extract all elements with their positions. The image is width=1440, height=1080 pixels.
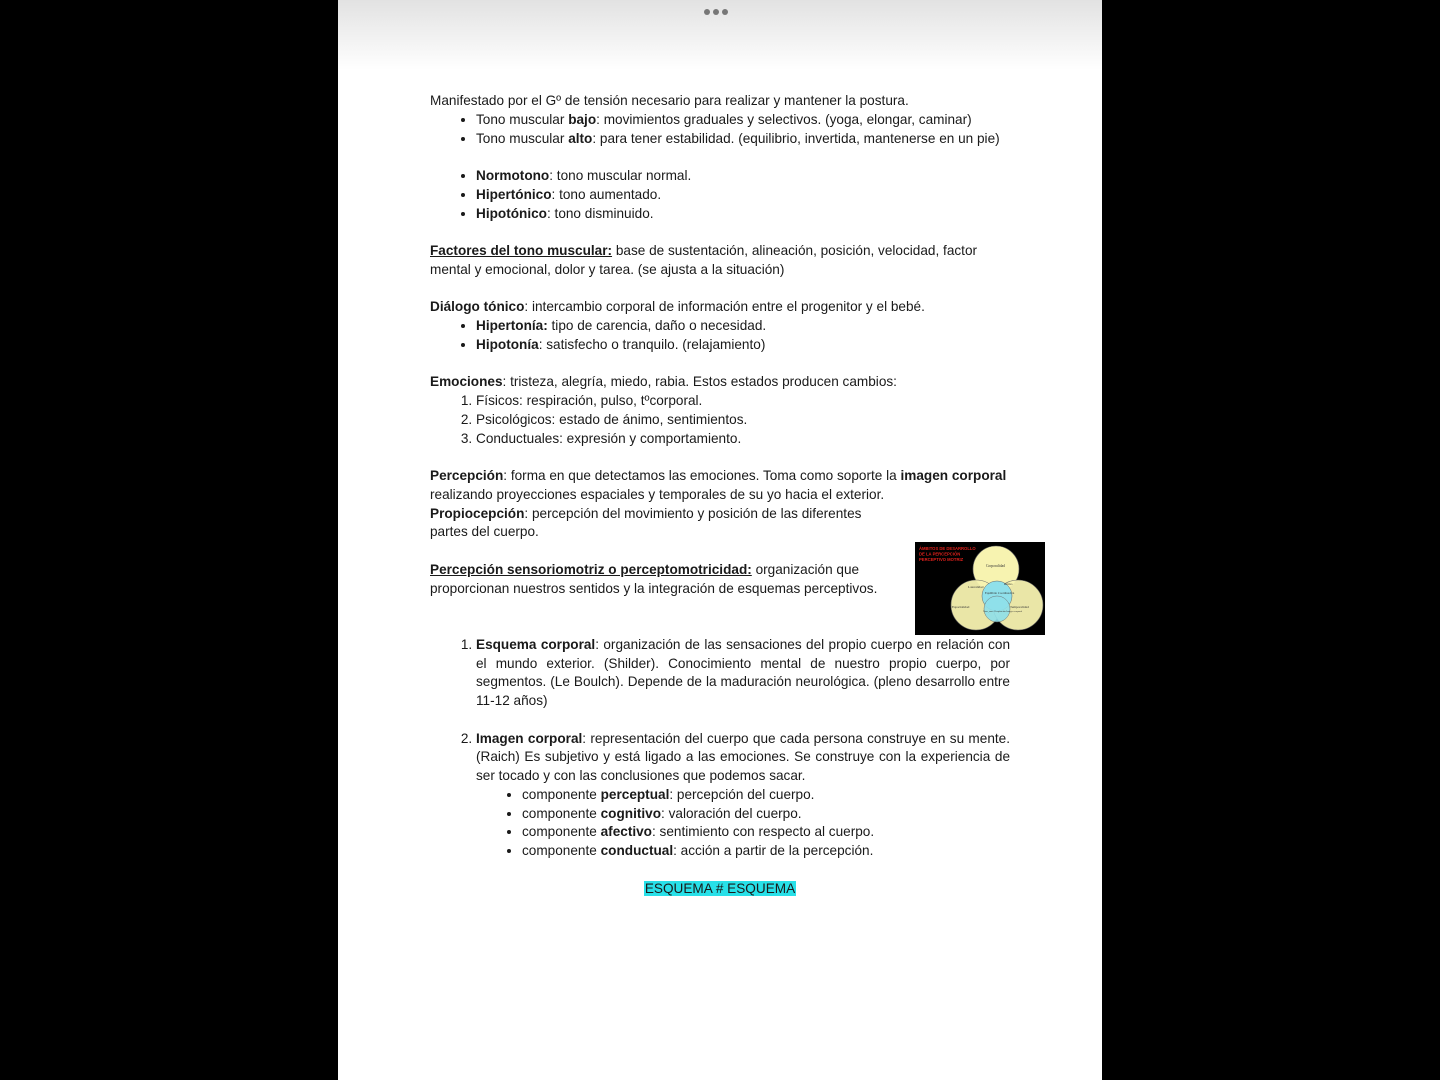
venn-label: Tono, mov. Respiración Imagen corporal [983,610,1023,613]
list-item: 3. Conductuales: expresión y comportamiento. [476,430,1010,449]
intro-paragraph: Manifestado por el Gº de tensión necesario para realizar y mantener la postura. [430,93,909,108]
components-list [476,786,1010,861]
list-item: • Tono muscular alto: para tener estabilidad. (equilibrio, invertida, mantenerse en un pie) [476,130,1010,149]
list-item: • componente cognitivo: valoración del cuerpo. [522,805,1010,824]
document-body [430,92,1010,898]
venn-label: Ritmo [1004,582,1013,586]
dialogo-list [430,317,1010,355]
more-dots-icon[interactable] [704,9,736,17]
sensoriomotriz-paragraph: Percepción sensoriomotriz o perceptomotricidad: organización que proporcionan nuestros sentidos y la integración de esquemas perceptivos. [430,561,878,596]
tono-list [430,111,1010,149]
list-item: • Hipotonía: satisfecho o tranquilo. (relajamiento) [476,336,1010,355]
venn-label: Corporalidad [986,564,1005,568]
list-item: 1. Físicos: respiración, pulso, tºcorporal. [476,392,1010,411]
venn-title-3: PERCEPTIVO MOTRIZ [919,557,964,562]
venn-label: Temporalidad [1010,605,1029,609]
factores-paragraph: Factores del tono muscular: base de sustentación, alineación, posición, velocidad, factor mental y emocional, dolor y tarea. (se ajusta a la situación) [430,243,978,277]
list-item: 2. Imagen corporal: representación del cuerpo que cada persona construye en su mente. (Raich) Es subjetivo y está ligado a las emociones. Se construye con la experiencia de ser tocado y con las conclusiones que podemos sacar. • componente perceptual: percepción del cuerpo. • componente cognitivo: valoración del cuerpo. • componente afectivo: sentimiento con respecto al cuerpo. • componente conductual: acción a partir de la percepción. [476,730,1010,861]
list-item: • Hipotónico: tono disminuido. [476,205,1010,224]
list-item: 2. Psicológicos: estado de ánimo, sentimientos. [476,411,1010,430]
venn-title-1: ÁMBITOS DE DESARROLLO [919,546,976,551]
venn-diagram-image [915,542,1045,635]
list-item: • Hipertónico: tono aumentado. [476,186,1010,205]
concepts-list [430,636,1010,861]
venn-label: Espacialidad [952,605,970,609]
list-item: • componente conductual: acción a partir de la percepción. [522,842,1010,861]
list-item: • Normotono: tono muscular normal. [476,167,1010,186]
dialogo-paragraph: Diálogo tónico: intercambio corporal de información entre el progenitor y el bebé. [430,299,925,315]
emociones-paragraph: Emociones: tristeza, alegría, miedo, rabia. Estos estados producen cambios: [430,374,897,390]
list-item: 1. Esquema corporal: organización de las sensaciones del propio cuerpo en relación con el mundo exterior. (Shilder). Conocimiento mental de nuestro propio cuerpo, por segmentos. (Le Boulch). Depende de la maduración neurológica. (pleno desarrollo entre 11-12 años) [476,636,1010,711]
list-item: • Hipertonía: tipo de carencia, daño o necesidad. [476,317,1010,336]
venn-label: Lateralidad [968,585,984,589]
venn-diagram [915,542,1045,635]
list-item: • componente perceptual: percepción del cuerpo. [522,786,1010,805]
tono-types-list [430,167,1010,223]
venn-title-2: DE LA PERCEPCIÓN [919,551,961,557]
emociones-list [430,392,1010,448]
percepcion-paragraph: Percepción: forma en que detectamos las emociones. Toma como soporte la imagen corporal realizando proyecciones espaciales y temporales de su yo hacia el exterior. [430,468,1007,502]
list-item: • Tono muscular bajo: movimientos graduales y selectivos. (yoga, elongar, caminar) [476,111,1010,130]
list-item: • componente afectivo: sentimiento con respecto al cuerpo. [522,823,1010,842]
venn-label: Equilibrio Coordinación [985,591,1015,595]
document-page [338,0,1102,1080]
propiocepcion-paragraph: Propiocepción: percepción del movimiento y posición de las diferentes partes del cuerpo. [430,505,862,540]
highlight-label: ESQUEMA # ESQUEMA [644,880,796,896]
